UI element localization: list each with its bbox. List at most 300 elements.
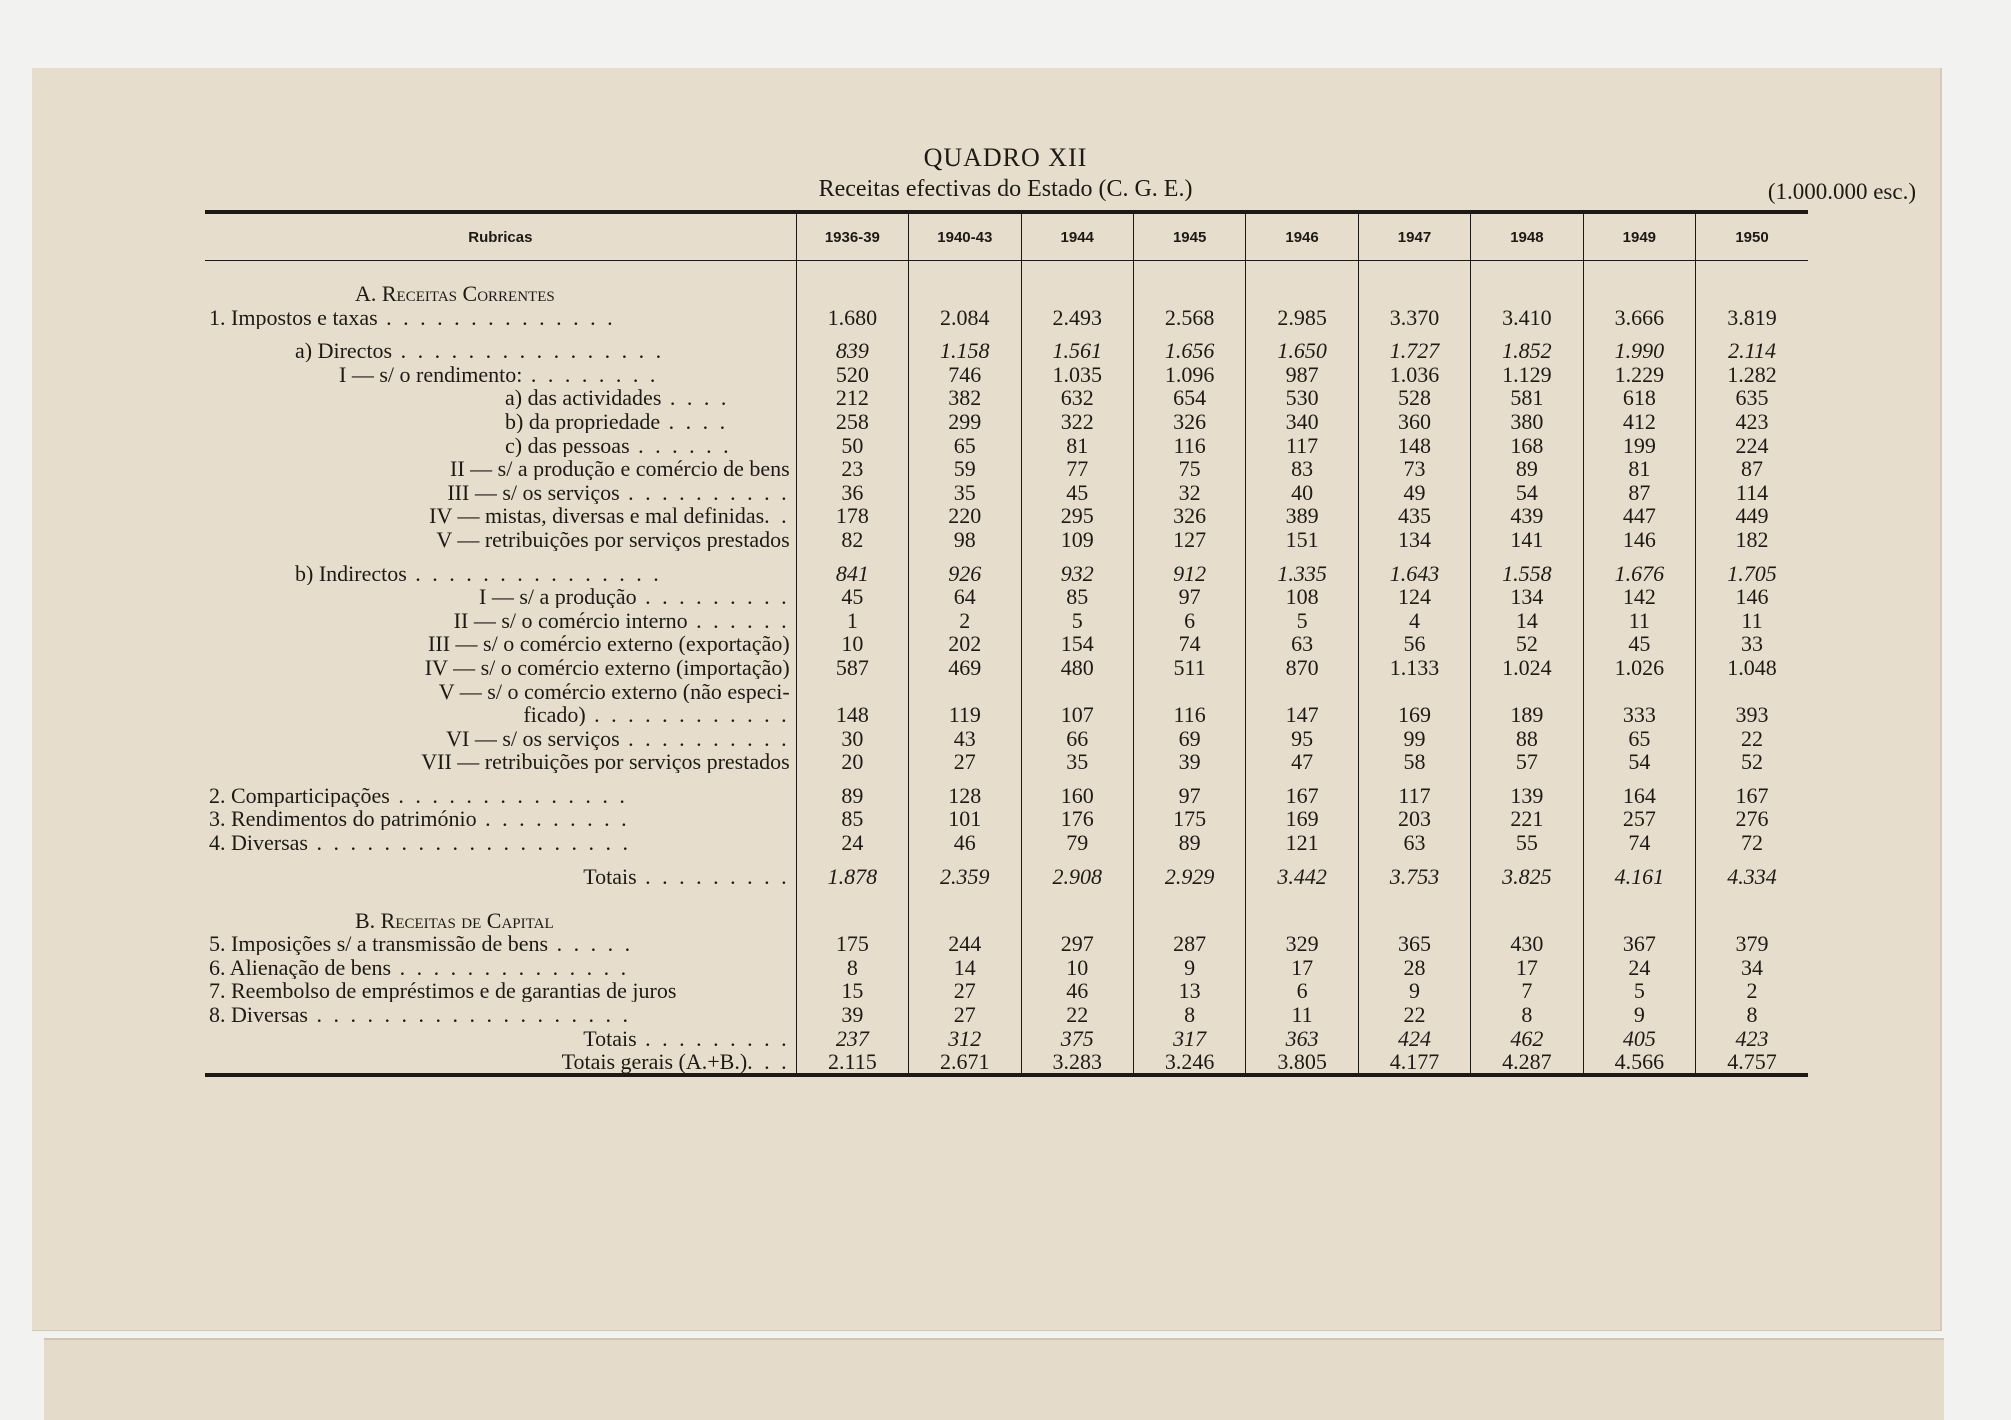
value-cell: 4.757 (1696, 1050, 1808, 1076)
value-cell: 423 (1696, 1026, 1808, 1050)
table-row (205, 585, 1808, 609)
value-cell: 244 (909, 932, 1021, 956)
dot-leader: . . . (747, 1049, 790, 1075)
value-cell: 1.705 (1696, 561, 1808, 585)
value-cell: 128 (909, 783, 1021, 807)
empty-cell (1471, 551, 1583, 561)
value-cell: 32 (1133, 480, 1245, 504)
empty-cell (1133, 261, 1245, 306)
empty-cell (796, 773, 908, 783)
year-header: 1936-39 (796, 212, 908, 261)
value-cell: 97 (1133, 585, 1245, 609)
row-label-text: ficado) (523, 702, 586, 727)
year-header: 1945 (1133, 212, 1245, 261)
value-cell: 1.558 (1471, 561, 1583, 585)
value-cell: 35 (909, 480, 1021, 504)
rubricas-header: Rubricas (205, 212, 796, 261)
value-cell: 73 (1358, 457, 1470, 481)
value-cell: 146 (1583, 527, 1695, 551)
section-heading: A. Receitas Correntes (355, 281, 555, 305)
value-cell: 65 (1583, 726, 1695, 750)
value-cell: 36 (796, 480, 908, 504)
dot-leader: . . . . . . . . . . . . . . (389, 783, 628, 807)
dot-leader: . . . . . . . . . . (619, 480, 790, 504)
dot-leader: . . . . . . . . . . . . . . . . (392, 338, 665, 363)
value-cell: 119 (909, 703, 1021, 727)
value-cell: 54 (1583, 750, 1695, 774)
row-label-text: V — s/ o comércio externo (não especi- (438, 678, 790, 703)
row-label-text: I — s/ o rendimento: (339, 362, 523, 386)
dot-leader: . . . . . . . . . . . . . . . . . . . (307, 830, 631, 855)
value-cell: 1.335 (1246, 561, 1358, 585)
empty-cell (1246, 773, 1358, 783)
empty-cell (1696, 551, 1808, 561)
value-cell: 108 (1246, 585, 1358, 609)
row-label (205, 679, 796, 703)
value-cell: 382 (909, 386, 1021, 410)
year-header: 1946 (1246, 212, 1358, 261)
value-cell: 117 (1246, 433, 1358, 457)
value-cell: 423 (1696, 409, 1808, 433)
row-label (205, 585, 796, 609)
row-label-text: VII — retribuições por serviços prestados (421, 749, 790, 774)
value-cell: 64 (909, 585, 1021, 609)
value-cell: 317 (1133, 1026, 1245, 1050)
empty-cell (1358, 888, 1470, 932)
value-cell: 49 (1358, 480, 1470, 504)
value-cell: 1.129 (1471, 362, 1583, 386)
value-cell: 1.656 (1133, 339, 1245, 363)
value-cell: 147 (1246, 703, 1358, 727)
table-row (205, 480, 1808, 504)
empty-cell (796, 261, 908, 306)
value-cell: 57 (1471, 750, 1583, 774)
value-cell: 97 (1133, 783, 1245, 807)
row-label-text: V — retribuições por serviços prestados (436, 527, 790, 551)
value-cell: 175 (1133, 807, 1245, 831)
value-cell: 101 (909, 807, 1021, 831)
table-body (205, 261, 1808, 1076)
table-row (205, 1026, 1808, 1050)
value-cell: 39 (1133, 750, 1245, 774)
empty-cell (1471, 329, 1583, 339)
value-cell: 160 (1021, 783, 1133, 807)
row-label-text: a) das actividades (505, 385, 662, 410)
revenue-table (205, 210, 1808, 1077)
value-cell: 1.026 (1583, 655, 1695, 679)
row-label (205, 504, 796, 528)
value-cell: 581 (1471, 386, 1583, 410)
empty-cell (1696, 329, 1808, 339)
value-cell: 7 (1471, 979, 1583, 1003)
value-cell: 11 (1583, 608, 1695, 632)
value-cell: 340 (1246, 409, 1358, 433)
value-cell: 405 (1583, 1026, 1695, 1050)
value-cell: 23 (796, 457, 908, 481)
value-cell: 746 (909, 362, 1021, 386)
value-cell: 1 (796, 608, 908, 632)
dot-leader: . . . . . . . . . . . . (585, 702, 790, 727)
value-cell: 87 (1583, 480, 1695, 504)
table-row (205, 632, 1808, 656)
value-cell: 212 (796, 386, 908, 410)
value-cell: 4.334 (1696, 864, 1808, 888)
table-row (205, 655, 1808, 679)
value-cell: 22 (1696, 726, 1808, 750)
row-label-text: Totais (583, 1026, 637, 1050)
value-cell: 380 (1471, 409, 1583, 433)
value-cell: 35 (1021, 750, 1133, 774)
value-cell: 63 (1358, 830, 1470, 854)
value-cell: 24 (1583, 955, 1695, 979)
table-row (205, 386, 1808, 410)
value-cell: 168 (1471, 433, 1583, 457)
empty-cell (205, 773, 796, 783)
value-cell: 107 (1021, 703, 1133, 727)
value-cell: 141 (1471, 527, 1583, 551)
value-cell: 1.643 (1358, 561, 1470, 585)
value-cell: 8 (796, 955, 908, 979)
value-cell: 3.753 (1358, 864, 1470, 888)
value-cell: 1.024 (1471, 655, 1583, 679)
value-cell: 932 (1021, 561, 1133, 585)
empty-cell (1471, 773, 1583, 783)
value-cell: 1.878 (796, 864, 908, 888)
value-cell: 379 (1696, 932, 1808, 956)
row-label (205, 632, 796, 656)
value-cell: 74 (1133, 632, 1245, 656)
row-label-text: Totais gerais (A.+B.) (561, 1049, 748, 1075)
empty-cell (1246, 551, 1358, 561)
value-cell: 45 (1021, 480, 1133, 504)
empty-cell (1583, 854, 1695, 864)
value-cell: 109 (1021, 527, 1133, 551)
value-cell (1696, 679, 1808, 703)
row-label (205, 726, 796, 750)
value-cell: 224 (1696, 433, 1808, 457)
value-cell: 3.410 (1471, 305, 1583, 329)
value-cell: 1.680 (796, 305, 908, 329)
dot-leader: . . (764, 503, 790, 528)
value-cell: 322 (1021, 409, 1133, 433)
table-row (205, 750, 1808, 774)
value-cell: 439 (1471, 504, 1583, 528)
value-cell: 3.805 (1246, 1050, 1358, 1076)
row-label-text: Totais (583, 864, 637, 888)
value-cell: 520 (796, 362, 908, 386)
row-label-text: 5. Imposições s/ a transmissão de bens (209, 931, 549, 956)
value-cell: 59 (909, 457, 1021, 481)
row-label (205, 305, 796, 329)
empty-cell (909, 551, 1021, 561)
empty-cell (1358, 261, 1470, 306)
value-cell: 1.852 (1471, 339, 1583, 363)
empty-cell (1133, 329, 1245, 339)
empty-cell (1133, 854, 1245, 864)
table-subtitle: Receitas efectivas do Estado (C. G. E.) (818, 176, 1193, 202)
empty-cell (1696, 773, 1808, 783)
table-row (205, 339, 1808, 363)
row-label-text: IV — mistas, diversas e mal definidas (429, 503, 765, 528)
table-row (205, 830, 1808, 854)
empty-cell (1583, 329, 1695, 339)
value-cell: 65 (909, 433, 1021, 457)
value-cell: 237 (796, 1026, 908, 1050)
value-cell: 841 (796, 561, 908, 585)
empty-cell (796, 854, 908, 864)
value-cell: 3.442 (1246, 864, 1358, 888)
dot-leader: . . . . . . . . . . (619, 726, 790, 750)
value-cell: 2.114 (1696, 339, 1808, 363)
value-cell: 5 (1246, 608, 1358, 632)
value-cell: 116 (1133, 703, 1245, 727)
value-cell: 77 (1021, 457, 1133, 481)
value-cell: 17 (1246, 955, 1358, 979)
dot-leader: . . . . . . (629, 432, 732, 457)
year-header: 1944 (1021, 212, 1133, 261)
row-label (205, 433, 796, 457)
value-cell: 912 (1133, 561, 1245, 585)
value-cell: 299 (909, 409, 1021, 433)
row-label-text: I — s/ a produção (479, 584, 637, 609)
dot-leader: . . . . . . . . . . . . . . . (406, 560, 662, 585)
section-row (205, 888, 1808, 932)
value-cell: 52 (1696, 750, 1808, 774)
value-cell: 99 (1358, 726, 1470, 750)
row-label (205, 655, 796, 679)
value-cell: 530 (1246, 386, 1358, 410)
empty-cell (1583, 261, 1695, 306)
empty-cell (1021, 854, 1133, 864)
row-label (205, 608, 796, 632)
row-label-text: 4. Diversas (209, 830, 308, 855)
empty-cell (1021, 888, 1133, 932)
empty-cell (1696, 261, 1808, 306)
value-cell: 1.650 (1246, 339, 1358, 363)
empty-cell (1471, 854, 1583, 864)
value-cell: 2 (909, 608, 1021, 632)
value-cell: 202 (909, 632, 1021, 656)
value-cell: 926 (909, 561, 1021, 585)
value-cell: 3.370 (1358, 305, 1470, 329)
row-label-text: 8. Diversas (209, 1002, 308, 1027)
value-cell: 1.282 (1696, 362, 1808, 386)
value-cell: 89 (1133, 830, 1245, 854)
spacer-row (205, 773, 1808, 783)
value-cell: 276 (1696, 807, 1808, 831)
section-heading: B. Receitas de Capital (355, 907, 554, 932)
value-cell: 5 (1021, 608, 1133, 632)
value-cell: 148 (796, 703, 908, 727)
row-label (205, 362, 796, 386)
value-cell: 1.990 (1583, 339, 1695, 363)
value-cell: 329 (1246, 932, 1358, 956)
empty-cell (1358, 551, 1470, 561)
table-row (205, 561, 1808, 585)
value-cell: 85 (1021, 585, 1133, 609)
empty-cell (796, 888, 908, 932)
value-cell: 447 (1583, 504, 1695, 528)
value-cell: 169 (1246, 807, 1358, 831)
empty-cell (1358, 773, 1470, 783)
value-cell: 528 (1358, 386, 1470, 410)
value-cell: 365 (1358, 932, 1470, 956)
value-cell: 14 (909, 955, 1021, 979)
empty-cell (1246, 261, 1358, 306)
value-cell: 169 (1358, 703, 1470, 727)
value-cell: 8 (1471, 1002, 1583, 1026)
table-row (205, 679, 1808, 703)
value-cell: 45 (1583, 632, 1695, 656)
value-cell: 287 (1133, 932, 1245, 956)
value-cell: 412 (1583, 409, 1695, 433)
table-row (205, 726, 1808, 750)
value-cell: 87 (1696, 457, 1808, 481)
empty-cell (909, 854, 1021, 864)
empty-cell (1021, 261, 1133, 306)
value-cell: 1.676 (1583, 561, 1695, 585)
value-cell: 154 (1021, 632, 1133, 656)
value-cell: 654 (1133, 386, 1245, 410)
row-label (205, 457, 796, 481)
year-header: 1948 (1471, 212, 1583, 261)
row-label-text: 1. Impostos e taxas (209, 305, 378, 329)
empty-cell (205, 551, 796, 561)
value-cell: 424 (1358, 1026, 1470, 1050)
empty-cell (909, 329, 1021, 339)
value-cell: 33 (1696, 632, 1808, 656)
row-label-text: II — s/ o comércio interno (453, 608, 688, 632)
value-cell: 66 (1021, 726, 1133, 750)
value-cell: 4.287 (1471, 1050, 1583, 1076)
row-label-text: 6. Alienação de bens (209, 955, 392, 979)
value-cell: 85 (796, 807, 908, 831)
dot-leader: . . . . . . (687, 608, 790, 632)
value-cell: 54 (1471, 480, 1583, 504)
value-cell: 389 (1246, 504, 1358, 528)
row-label (205, 783, 796, 807)
value-cell: 39 (796, 1002, 908, 1026)
row-label (205, 955, 796, 979)
value-cell: 175 (796, 932, 908, 956)
value-cell: 24 (796, 830, 908, 854)
dot-leader: . . . . (660, 409, 729, 433)
empty-cell (1471, 261, 1583, 306)
row-label (205, 1002, 796, 1026)
value-cell: 81 (1021, 433, 1133, 457)
value-cell: 55 (1471, 830, 1583, 854)
row-label (205, 409, 796, 433)
value-cell: 3.246 (1133, 1050, 1245, 1076)
value-cell: 176 (1021, 807, 1133, 831)
value-cell: 63 (1246, 632, 1358, 656)
value-cell: 9 (1358, 979, 1470, 1003)
value-cell: 83 (1246, 457, 1358, 481)
value-cell: 27 (909, 1002, 1021, 1026)
table-row (205, 409, 1808, 433)
value-cell: 116 (1133, 433, 1245, 457)
value-cell: 221 (1471, 807, 1583, 831)
value-cell: 167 (1246, 783, 1358, 807)
value-cell: 367 (1583, 932, 1695, 956)
value-cell (1021, 679, 1133, 703)
value-cell (796, 679, 908, 703)
value-cell: 6 (1246, 979, 1358, 1003)
table-row (205, 979, 1808, 1003)
value-cell: 2.359 (909, 864, 1021, 888)
row-label (205, 807, 796, 831)
value-cell: 1.036 (1358, 362, 1470, 386)
value-cell: 435 (1358, 504, 1470, 528)
section-row (205, 261, 1808, 306)
value-cell: 870 (1246, 655, 1358, 679)
value-cell: 121 (1246, 830, 1358, 854)
value-cell: 22 (1358, 1002, 1470, 1026)
value-cell: 618 (1583, 386, 1695, 410)
next-page-edge (44, 1338, 1944, 1420)
row-label-text: c) das pessoas (505, 432, 630, 457)
value-cell: 47 (1246, 750, 1358, 774)
value-cell: 3.819 (1696, 305, 1808, 329)
value-cell: 178 (796, 504, 908, 528)
value-cell: 124 (1358, 585, 1470, 609)
value-cell: 134 (1471, 585, 1583, 609)
value-cell: 2.493 (1021, 305, 1133, 329)
row-label-text: IV — s/ o comércio externo (importação) (424, 655, 790, 679)
value-cell: 30 (796, 726, 908, 750)
empty-cell (1021, 773, 1133, 783)
value-cell: 449 (1696, 504, 1808, 528)
table-row (205, 1050, 1808, 1076)
value-cell: 4.566 (1583, 1050, 1695, 1076)
empty-cell (1358, 854, 1470, 864)
value-cell: 297 (1021, 932, 1133, 956)
empty-cell (1246, 854, 1358, 864)
value-cell: 203 (1358, 807, 1470, 831)
value-cell: 4 (1358, 608, 1470, 632)
empty-cell (1133, 773, 1245, 783)
value-cell (1246, 679, 1358, 703)
empty-cell (1696, 888, 1808, 932)
value-cell: 199 (1583, 433, 1695, 457)
value-cell: 22 (1021, 1002, 1133, 1026)
value-cell: 72 (1696, 830, 1808, 854)
value-cell: 363 (1246, 1026, 1358, 1050)
row-label-text: III — s/ o comércio externo (exportação) (428, 631, 790, 656)
value-cell: 1.158 (909, 339, 1021, 363)
value-cell: 2.985 (1246, 305, 1358, 329)
value-cell: 10 (1021, 955, 1133, 979)
empty-cell (1021, 551, 1133, 561)
value-cell: 9 (1583, 1002, 1695, 1026)
row-label-text: 7. Reembolso de empréstimos e de garantias de juros (209, 978, 677, 1003)
value-cell: 5 (1583, 979, 1695, 1003)
dot-leader: . . . . . . . . . . . . . . . . . . . (307, 1002, 631, 1027)
value-cell: 987 (1246, 362, 1358, 386)
value-cell: 43 (909, 726, 1021, 750)
row-label-text: VI — s/ os serviços (446, 726, 620, 750)
row-label (205, 932, 796, 956)
empty-cell (909, 773, 1021, 783)
spacer-row (205, 551, 1808, 561)
value-cell: 2.115 (796, 1050, 908, 1076)
value-cell: 15 (796, 979, 908, 1003)
value-cell: 17 (1471, 955, 1583, 979)
row-label (205, 864, 796, 888)
value-cell: 117 (1358, 783, 1470, 807)
value-cell: 2.084 (909, 305, 1021, 329)
dot-leader: . . . . (661, 385, 730, 410)
